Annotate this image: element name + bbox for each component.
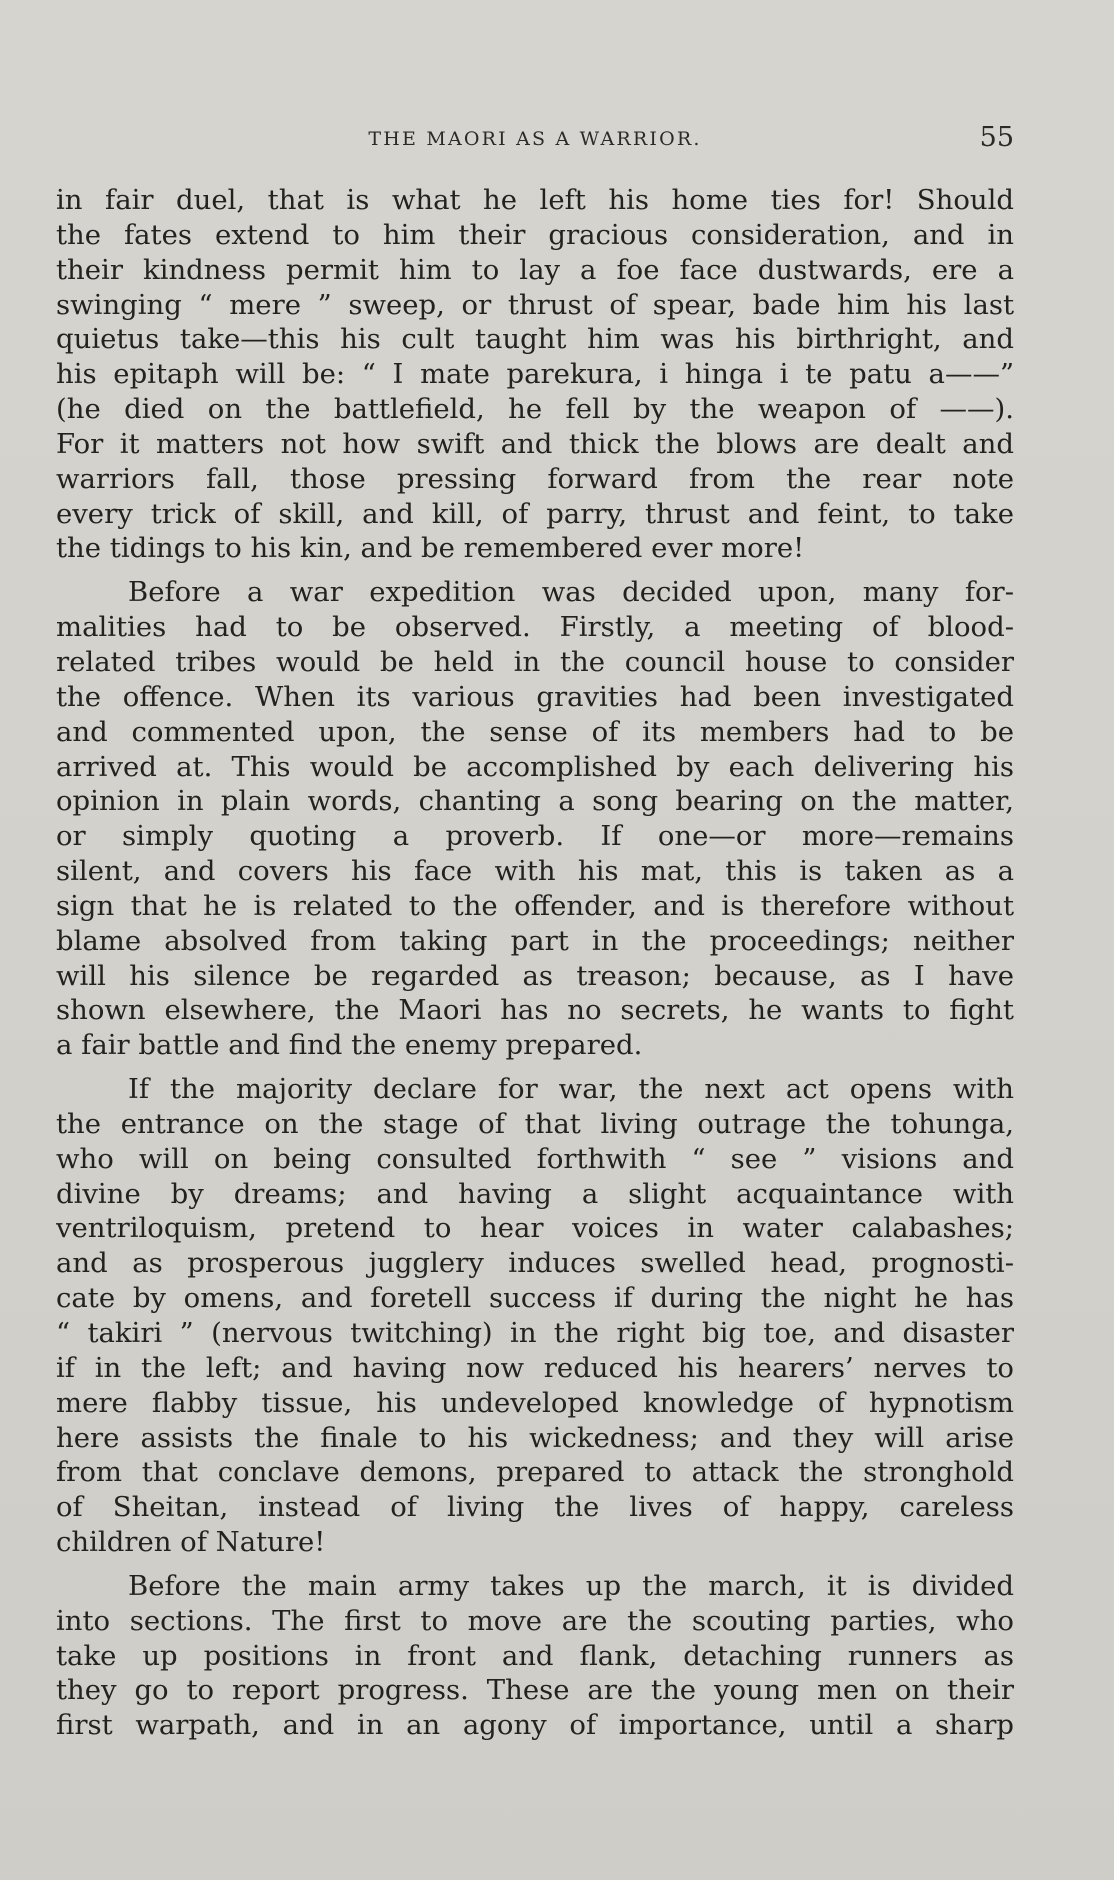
text-line: ventriloquism, pretend to hear voices in water calabashes; (56, 1212, 1014, 1245)
body-text (56, 183, 1014, 1743)
paragraph-gap (56, 1560, 1014, 1569)
text-line: who will on being consulted forthwith “ see ” visions and (56, 1142, 1014, 1175)
text-line: arrived at. This would be accomplished by each delivering his (56, 750, 1014, 783)
text-line: opinion in plain words, chanting a song bearing on the matter, (56, 785, 1014, 818)
text-line: sign that he is related to the offender, and is therefore without (56, 889, 1014, 922)
text-line: or simply quoting a proverb. If one—or more—remains (56, 820, 1014, 853)
text-line: and as prosperous jugglery induces swelled head, prognosti- (56, 1247, 1014, 1280)
text-line: in fair duel, that is what he left his home ties for! Should (56, 184, 1014, 216)
text-line: mere flabby tissue, his undeveloped knowledge of hypnotism (56, 1386, 1014, 1419)
text-line: and commented upon, the sense of its members had to be (56, 715, 1014, 748)
text-line: every trick of skill, and kill, of parry, thrust and feint, to take (56, 497, 1014, 530)
text-line: divine by dreams; and having a slight acquaintance with (56, 1177, 1014, 1210)
text-line: Before a war expedition was decided upon, many for- (128, 576, 1014, 609)
page-number: 55 (979, 122, 1014, 153)
text-line: they go to report progress. These are the young men on their (56, 1674, 1014, 1707)
text-line: the tidings to his kin, and be remembered ever more! (56, 532, 805, 565)
text-line: children of Nature! (56, 1526, 326, 1559)
text-line: “ takiri ” (nervous twitching) in the right big toe, and disaster (56, 1317, 1014, 1349)
text-line: will his silence be regarded as treason; because, as I have (56, 959, 1014, 992)
text-line: swinging “ mere ” sweep, or thrust of spear, bade him his last (56, 288, 1014, 321)
text-line: a fair battle and find the enemy prepared. (56, 1029, 643, 1062)
text-line: shown elsewhere, the Maori has no secrets, he wants to fight (56, 994, 1014, 1027)
text-line: warriors fall, those pressing forward from the rear note (56, 462, 1014, 495)
text-line: silent, and covers his face with his mat, this is taken as a (56, 855, 1014, 888)
paragraph (56, 575, 1014, 1063)
text-line: If the majority declare for war, the next act opens with (128, 1073, 1014, 1106)
text-line: cate by omens, and foretell success if during the night he has (56, 1282, 1014, 1315)
text-line: the fates extend to him their gracious consideration, and in (56, 218, 1014, 251)
text-line: Before the main army takes up the march, it is divided (128, 1569, 1014, 1602)
running-title: THE MAORI AS A WARRIOR. (368, 128, 702, 150)
text-line: here assists the finale to his wickedness; and they will arise (56, 1421, 1014, 1454)
paragraph (56, 1072, 1014, 1560)
text-line: the entrance on the stage of that living outrage the tohunga, (56, 1107, 1014, 1140)
text-line: their kindness permit him to lay a foe face dustwards, ere a (56, 253, 1014, 286)
paragraph (56, 1569, 1014, 1743)
text-line: his epitaph will be: “ I mate parekura, i hinga i te patu a——” (56, 358, 1014, 391)
paragraph (56, 183, 1014, 566)
text-line: (he died on the battlefield, he fell by the weapon of ——). (56, 393, 1014, 426)
text-line: if in the left; and having now reduced his hearers’ nerves to (56, 1351, 1014, 1384)
text-line: blame absolved from taking part in the proceedings; neither (56, 924, 1014, 957)
text-line: related tribes would be held in the council house to consider (56, 645, 1014, 678)
text-line: malities had to be observed. Firstly, a meeting of blood- (56, 611, 1014, 644)
paragraph-gap (56, 566, 1014, 575)
text-line: For it matters not how swift and thick the blows are dealt and (56, 427, 1014, 460)
text-line: quietus take—this his cult taught him was his birthright, and (56, 323, 1014, 356)
text-line: from that conclave demons, prepared to attack the stronghold (56, 1456, 1014, 1489)
text-line: into sections. The first to move are the scouting parties, who (56, 1604, 1014, 1637)
text-line: of Sheitan, instead of living the lives of happy, careless (56, 1491, 1014, 1524)
running-header (56, 122, 1014, 162)
text-line: first warpath, and in an agony of importance, until a sharp (56, 1709, 1014, 1742)
paragraph-gap (56, 1063, 1014, 1072)
text-line: the offence. When its various gravities had been investigated (56, 680, 1014, 713)
text-line: take up positions in front and flank, detaching runners as (56, 1639, 1014, 1672)
